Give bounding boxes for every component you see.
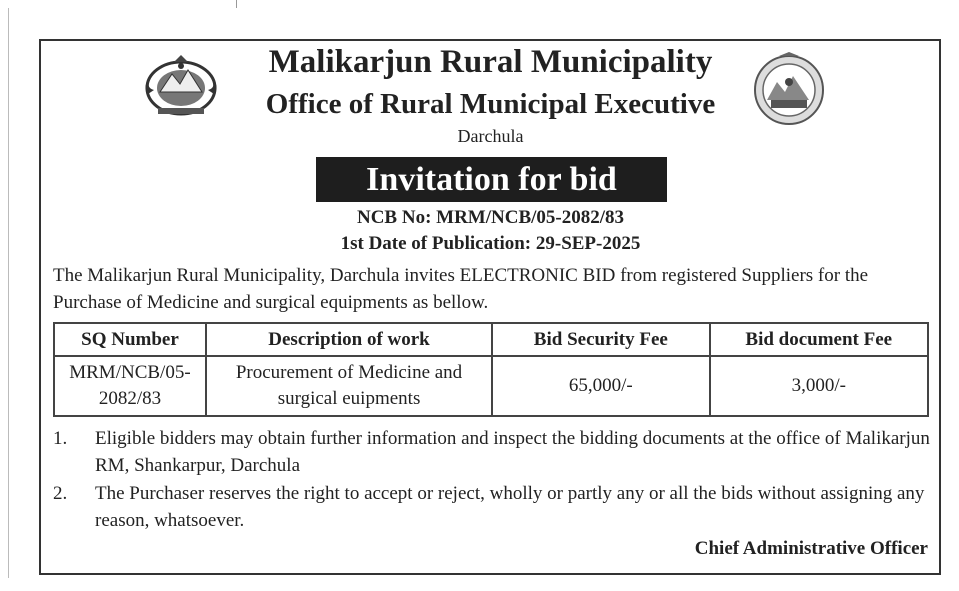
- cell-bid-document-fee: 3,000/-: [710, 356, 928, 416]
- col-header-sq-number: SQ Number: [54, 323, 206, 356]
- top-tick-mark: [236, 0, 237, 8]
- terms-list: [53, 425, 933, 535]
- invitation-banner: Invitation for bid: [316, 157, 667, 202]
- municipality-title: Malikarjun Rural Municipality: [268, 44, 713, 80]
- signature-title: Chief Administrative Officer: [694, 538, 928, 559]
- ncb-number: NCB No: MRM/NCB/05-2082/83: [356, 207, 625, 228]
- bid-table: [53, 322, 929, 417]
- table-row: [54, 356, 928, 416]
- cell-sq-number: MRM/NCB/05-2082/83: [54, 356, 206, 416]
- publication-date: 1st Date of Publication: 29-SEP-2025: [340, 233, 641, 254]
- cell-bid-security-fee: 65,000/-: [492, 356, 709, 416]
- list-item-number: 2.: [53, 483, 68, 504]
- col-header-bid-document: Bid document Fee: [710, 323, 928, 356]
- list-item-number: 1.: [53, 428, 68, 449]
- list-item-text: Eligible bidders may obtain further information and inspect the bidding documents at the office of Malikarjun RM, Shankarpur, Darchula: [95, 428, 930, 476]
- list-item: [53, 425, 933, 479]
- top-edge: [0, 0, 959, 2]
- list-item: [53, 480, 933, 534]
- table-header-row: [54, 323, 928, 356]
- cell-description: Procurement of Medicine and surgical euipments: [206, 356, 492, 416]
- intro-paragraph: The Malikarjun Rural Municipality, Darchula invites ELECTRONIC BID from registered Suppliers for the Purchase of Medicine and surgical equipments as bellow.: [53, 265, 869, 313]
- col-header-description: Description of work: [206, 323, 492, 356]
- col-header-bid-security: Bid Security Fee: [492, 323, 709, 356]
- office-title: Office of Rural Municipal Executive: [265, 88, 716, 120]
- list-item-text: The Purchaser reserves the right to accept or reject, wholly or partly any or all the bids without assigning any reason, whatsoever.: [95, 483, 925, 531]
- district-name: Darchula: [457, 126, 524, 146]
